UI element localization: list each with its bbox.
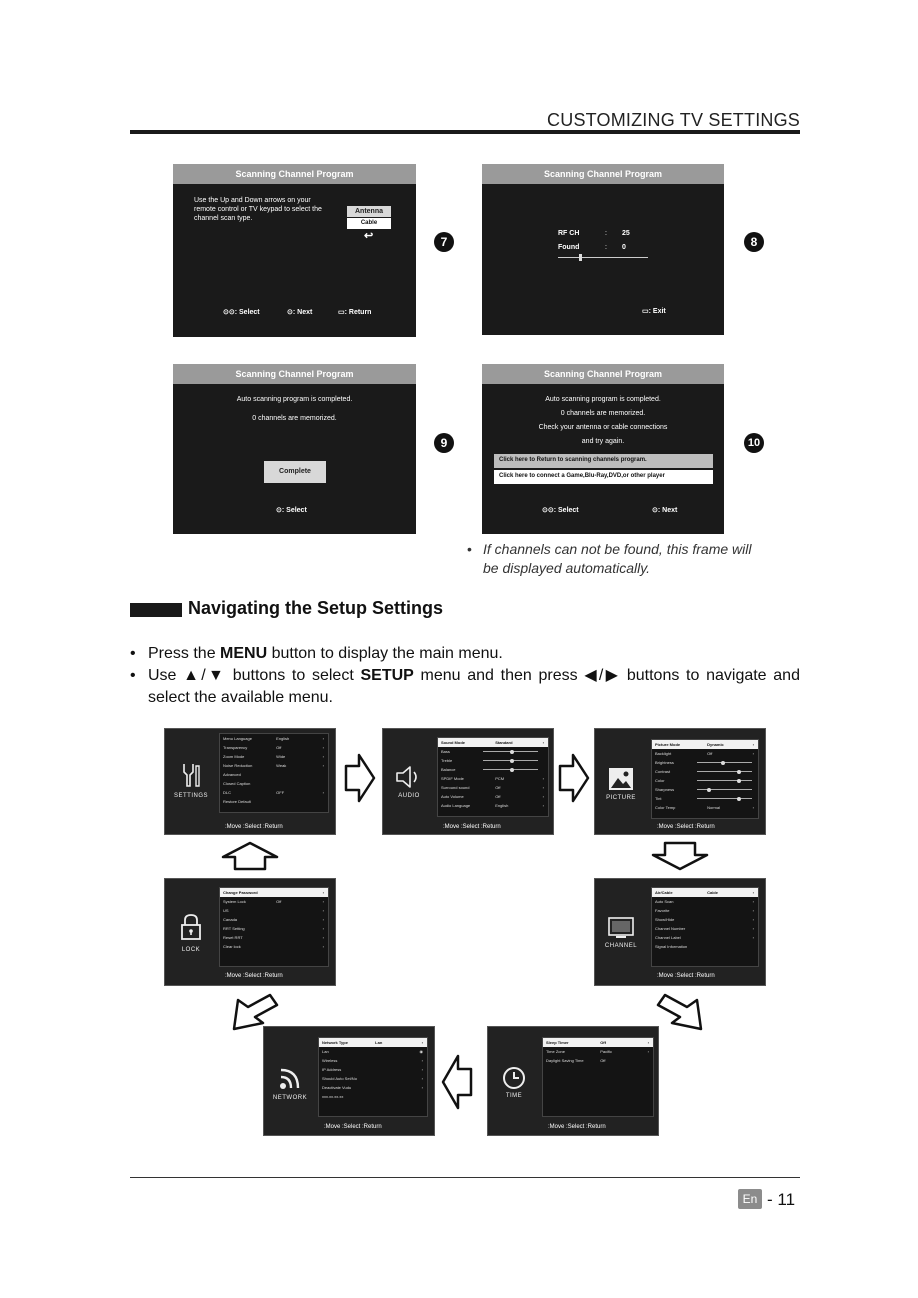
scan-instruction: Use the Up and Down arrows on your remote control or TV keypad to select the channel scan type. bbox=[194, 197, 322, 222]
menu-row[interactable]: Advanced bbox=[223, 772, 241, 777]
bullet-dot: • bbox=[130, 645, 136, 662]
menu-row[interactable]: Surround sound Off › bbox=[441, 785, 544, 790]
try-again-msg: and try again. bbox=[581, 438, 625, 445]
menu-row[interactable]: Show/Hide › bbox=[655, 917, 754, 922]
rf-colon: : bbox=[605, 230, 607, 237]
rf-ch-value: 25 bbox=[622, 230, 630, 237]
settings-label: SETTINGS bbox=[173, 793, 208, 799]
menu-row[interactable]: Lan ◉ bbox=[322, 1049, 423, 1054]
menu-key-icon: ▭ bbox=[642, 308, 649, 315]
menu-row[interactable]: US › bbox=[223, 908, 324, 913]
lock-panel bbox=[219, 887, 329, 967]
menu-row[interactable]: Should Auto Set/No › bbox=[322, 1076, 423, 1081]
scan-progress-bar bbox=[558, 257, 648, 258]
menu-row[interactable]: Air/Cable Cable › bbox=[652, 888, 758, 897]
menu-footer-hints: :Move :Select :Return bbox=[225, 824, 283, 830]
scan-complete-msg: Auto scanning program is completed. bbox=[236, 396, 353, 403]
return-hint: ▭: Return bbox=[338, 309, 372, 316]
lock-sidebar bbox=[165, 879, 217, 985]
menu-row[interactable]: Wireless › bbox=[322, 1058, 423, 1063]
lock-label: LOCK bbox=[181, 947, 201, 953]
menu-row[interactable]: Channel Label › bbox=[655, 935, 754, 940]
audio-sidebar bbox=[383, 729, 435, 834]
ok-icon: ⊙ bbox=[652, 507, 658, 514]
menu-row[interactable]: Change Password › bbox=[220, 888, 328, 897]
menu-footer-hints: :Move :Select :Return bbox=[225, 973, 283, 979]
audio-panel bbox=[437, 737, 549, 817]
bullet-dot: • bbox=[130, 667, 136, 684]
arrow-up-icon bbox=[220, 840, 280, 872]
step-9-badge: 9 bbox=[434, 433, 454, 453]
arrow-down-right-icon bbox=[655, 992, 705, 1032]
found-value: 0 bbox=[622, 244, 626, 251]
menu-row[interactable]: Time Zone Pacific › bbox=[546, 1049, 649, 1054]
lock-menu-screen bbox=[164, 878, 336, 986]
b1-pre: Press the bbox=[148, 645, 221, 662]
menu-footer-hints: :Move :Select :Return bbox=[657, 973, 715, 979]
menu-footer-hints: :Move :Select :Return bbox=[548, 1124, 606, 1130]
note-bullet: • bbox=[467, 541, 472, 557]
menu-row[interactable]: RRT Setting › bbox=[223, 926, 324, 931]
clock-icon bbox=[502, 1066, 526, 1090]
connect-device-option[interactable]: Click here to connect a Game,Blu-Ray,DVD,or other player bbox=[494, 470, 713, 484]
channels-memorized-msg: 0 channels are memorized. bbox=[560, 410, 646, 417]
scan-screen-9 bbox=[173, 364, 416, 534]
picture-label: PICTURE bbox=[606, 795, 636, 801]
section-marker bbox=[130, 603, 182, 617]
channel-menu-screen bbox=[594, 878, 766, 986]
picture-sidebar bbox=[595, 729, 647, 834]
arrow-right-icon bbox=[557, 752, 591, 804]
picture-icon bbox=[608, 767, 634, 791]
menu-row[interactable]: Channel Number › bbox=[655, 926, 754, 931]
step-10-badge: 10 bbox=[744, 433, 764, 453]
channel-sidebar bbox=[595, 879, 647, 985]
menu-row[interactable]: Contrast bbox=[652, 767, 758, 776]
arrow-right-icon bbox=[343, 752, 377, 804]
ok-icon: ⊙ bbox=[276, 507, 282, 514]
menu-row[interactable]: Reset RRT › bbox=[223, 935, 324, 940]
b2-mid1: buttons to select bbox=[226, 667, 361, 684]
network-sidebar bbox=[264, 1027, 316, 1135]
menu-row[interactable]: Network Type Lan › bbox=[319, 1038, 427, 1047]
network-menu-screen bbox=[263, 1026, 435, 1136]
wifi-icon bbox=[278, 1067, 302, 1091]
menu-row[interactable]: Signal Information bbox=[655, 944, 688, 949]
ok-icon: ⊙ bbox=[287, 309, 293, 316]
audio-menu-screen bbox=[382, 728, 554, 835]
settings-panel bbox=[219, 733, 329, 813]
return-icon[interactable]: ↩ bbox=[364, 230, 374, 242]
complete-button[interactable]: Complete bbox=[264, 461, 326, 483]
menu-row[interactable]: Sleep Timer Off › bbox=[543, 1038, 653, 1047]
next-hint: ⊙: Next bbox=[652, 507, 678, 514]
cable-option[interactable]: Cable bbox=[347, 218, 391, 229]
scan-screen-8 bbox=[482, 164, 724, 335]
scan-progress-knob bbox=[579, 254, 582, 261]
tools-icon bbox=[180, 762, 202, 788]
menu-row[interactable]: Treble bbox=[438, 756, 548, 765]
audio-label: AUDIO bbox=[398, 793, 420, 799]
page-header-title: CUSTOMIZING TV SETTINGS bbox=[547, 110, 800, 130]
header-rule bbox=[130, 130, 800, 134]
arrow-left-icon bbox=[440, 1053, 474, 1111]
screen-title: Scanning Channel Program bbox=[482, 164, 724, 184]
time-sidebar bbox=[488, 1027, 540, 1135]
settings-menu-screen bbox=[164, 728, 336, 835]
network-panel bbox=[318, 1037, 428, 1117]
menu-row[interactable]: Audio Language English › bbox=[441, 803, 544, 808]
select-hint: ⊙: Select bbox=[276, 507, 307, 514]
bullet-menu bbox=[130, 643, 800, 665]
updown-icon: ⊙⊙ bbox=[542, 507, 554, 514]
time-panel bbox=[542, 1037, 654, 1117]
up-down-arrows: ▲/▼ bbox=[183, 667, 227, 684]
scan-screen-10 bbox=[482, 364, 724, 534]
section-title: Navigating the Setup Settings bbox=[188, 598, 444, 618]
menu-row[interactable]: Sound Mode Standard › bbox=[438, 738, 548, 747]
menu-row[interactable]: Canada › bbox=[223, 917, 324, 922]
tint-slider[interactable] bbox=[697, 798, 752, 799]
menu-row[interactable]: Deactivate Vudu › bbox=[322, 1085, 423, 1090]
menu-row[interactable]: Restore Default bbox=[223, 799, 251, 804]
menu-row[interactable]: Backlight Off › bbox=[655, 751, 754, 756]
menu-row[interactable]: SPDIF Mode PCM › bbox=[441, 776, 544, 781]
language-badge: En bbox=[738, 1189, 762, 1209]
updown-icon: ⊙⊙ bbox=[223, 309, 235, 316]
screen-title: Scanning Channel Program bbox=[173, 164, 416, 184]
scan-screen-7 bbox=[173, 164, 416, 337]
menu-row[interactable]: Auto Volume Off › bbox=[441, 794, 544, 799]
menu-row[interactable]: Tint bbox=[652, 794, 758, 803]
exit-hint: ▭: Exit bbox=[642, 308, 666, 315]
menu-row[interactable]: Clear lock › bbox=[223, 944, 324, 949]
menu-row[interactable]: Closed Caption bbox=[223, 781, 251, 786]
menu-row[interactable]: xxx.xx.xx.xx bbox=[322, 1094, 344, 1099]
menu-row[interactable]: Favorite › bbox=[655, 908, 754, 913]
next-hint: ⊙: Next bbox=[287, 309, 313, 316]
tv-channel-icon bbox=[608, 917, 634, 939]
lock-icon bbox=[180, 913, 202, 941]
network-label: NETWORK bbox=[272, 1095, 308, 1101]
check-antenna-msg: Check your antenna or cable connections bbox=[538, 424, 668, 431]
sharpness-slider[interactable] bbox=[697, 789, 752, 790]
menu-footer-hints: :Move :Select :Return bbox=[324, 1124, 382, 1130]
balance-slider[interactable] bbox=[483, 769, 538, 770]
menu-row[interactable]: Color Temp Normal › bbox=[655, 805, 754, 810]
footer-rule bbox=[130, 1177, 800, 1178]
picture-panel bbox=[651, 739, 759, 819]
step-7-badge: 7 bbox=[434, 232, 454, 252]
menu-footer-hints: :Move :Select :Return bbox=[657, 824, 715, 830]
rf-ch-label: RF CH bbox=[558, 230, 580, 237]
channel-panel bbox=[651, 887, 759, 967]
screen-title: Scanning Channel Program bbox=[482, 364, 724, 384]
menu-row[interactable]: Picture Mode Dynamic › bbox=[652, 740, 758, 749]
b2-post: buttons to navigate and select the available menu. bbox=[148, 667, 800, 706]
screen-title: Scanning Channel Program bbox=[173, 364, 416, 384]
menu-row[interactable]: Noise Reduction Weak › bbox=[223, 763, 324, 768]
time-label: TIME bbox=[505, 1093, 523, 1099]
scan-complete-msg: Auto scanning program is completed. bbox=[545, 396, 661, 403]
menu-row[interactable]: Transparency Off › bbox=[223, 745, 324, 750]
select-hint: ⊙⊙: Select bbox=[223, 309, 260, 316]
menu-row[interactable]: Zoom Mode Wide › bbox=[223, 754, 324, 759]
channels-memorized-msg: 0 channels are memorized. bbox=[252, 415, 337, 422]
bullet-setup bbox=[130, 665, 800, 709]
found-label: Found bbox=[558, 244, 580, 251]
found-colon: : bbox=[605, 244, 607, 251]
step-8-badge: 8 bbox=[744, 232, 764, 252]
settings-sidebar bbox=[165, 729, 217, 834]
treble-slider[interactable] bbox=[483, 760, 538, 761]
b2-mid2: menu and then press bbox=[413, 667, 585, 684]
return-to-scan-option[interactable]: Click here to Return to scanning channels program. bbox=[494, 454, 713, 468]
b1-post: button to display the main menu. bbox=[267, 645, 503, 662]
menu-row[interactable]: Menu Language English › bbox=[223, 736, 324, 741]
menu-row[interactable]: Color bbox=[652, 776, 758, 785]
menu-row[interactable]: DLC OFF › bbox=[223, 790, 324, 795]
not-found-note bbox=[467, 540, 757, 578]
time-menu-screen bbox=[487, 1026, 659, 1136]
speaker-icon bbox=[395, 764, 423, 790]
menu-key-icon: ▭ bbox=[338, 309, 345, 316]
menu-row[interactable]: IP Address › bbox=[322, 1067, 423, 1072]
menu-key-text: MENU bbox=[220, 645, 268, 662]
channel-label: CHANNEL bbox=[604, 943, 638, 949]
b2-pre: Use bbox=[148, 667, 184, 684]
picture-menu-screen bbox=[594, 728, 766, 835]
menu-row[interactable]: Sharpness bbox=[652, 785, 758, 794]
select-hint: ⊙⊙: Select bbox=[542, 507, 579, 514]
color-slider[interactable] bbox=[697, 780, 752, 781]
menu-footer-hints: :Move :Select :Return bbox=[443, 824, 501, 830]
setup-key-text: SETUP bbox=[360, 667, 414, 684]
menu-row[interactable]: Balance bbox=[438, 765, 548, 774]
menu-row[interactable]: Brightness bbox=[652, 758, 758, 767]
menu-row[interactable]: System Lock Off › bbox=[223, 899, 324, 904]
arrow-down-icon bbox=[650, 840, 710, 872]
menu-row[interactable]: Daylight Saving Time Off bbox=[546, 1058, 606, 1063]
page-number: - 11 bbox=[767, 1190, 796, 1209]
menu-row[interactable]: Auto Scan › bbox=[655, 899, 754, 904]
antenna-option[interactable]: Antenna bbox=[347, 206, 391, 217]
left-right-arrows: ◀/▶ bbox=[584, 667, 621, 684]
brightness-slider[interactable] bbox=[697, 762, 752, 763]
contrast-slider[interactable] bbox=[697, 771, 752, 772]
note-text: If channels can not be found, this frame will be displayed automatically. bbox=[483, 541, 752, 576]
bass-slider[interactable] bbox=[483, 751, 538, 752]
menu-row[interactable]: Bass bbox=[438, 747, 548, 756]
